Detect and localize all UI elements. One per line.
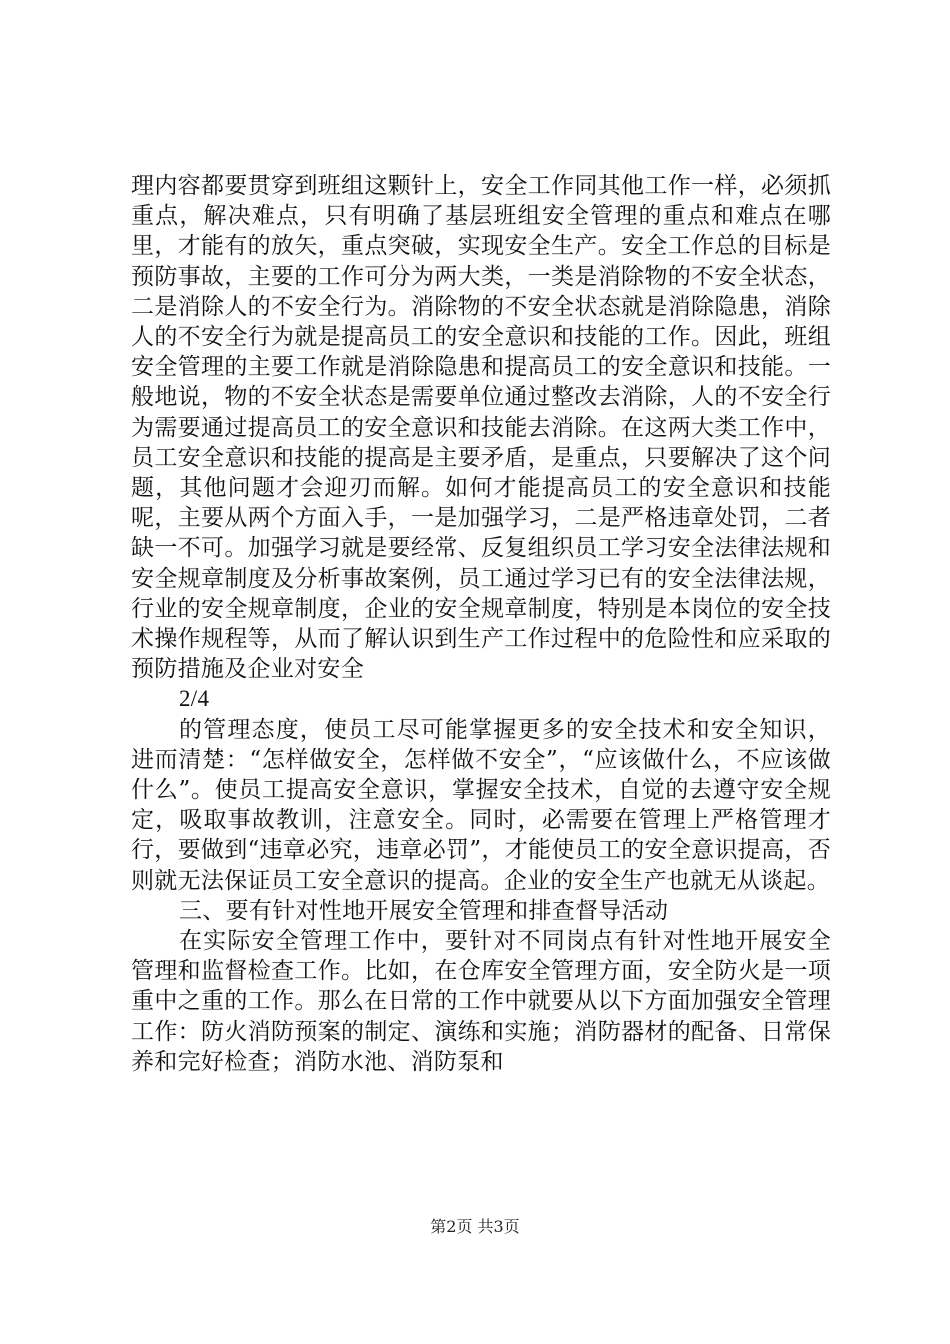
body-paragraph-2: 的管理态度，使员工尽可能掌握更多的安全技术和安全知识，进而清楚：“怎样做安全，怎样做不安全”，“应该做什么，不应该做什么”。使员工提高安全意识，掌握安全技术，自觉的去遵守安全规定，吸取事故教训，注意安全。同时，必需要在管理上严格管理才行，要做到“违章必究，违章必罚”，才能使员工的安全意识提高，否则就无法保证员工安全意识的提高。企业的安全生产也就无从谈起。	[131, 716, 831, 894]
body-paragraph-3: 在实际安全管理工作中，要针对不同岗点有针对性地开展安全管理和监督检查工作。比如，在仓库安全管理方面，安全防火是一项重中之重的工作。那么在日常的工作中就要从以下方面加强安全管理工作：防火消防预案的制定、演练和实施；消防器材的配备、日常保养和完好检查；消防水池、消防泵和	[131, 928, 831, 1075]
page-footer: 第2页 共3页	[430, 1217, 520, 1236]
body-paragraph-1: 理内容都要贯穿到班组这颗针上，安全工作同其他工作一样，必须抓重点，解决难点，只有明确了基层班组安全管理的重点和难点在哪里，才能有的放矢，重点突破，实现安全生产。安全工作总的目标是预防事故，主要的工作可分为两大类，一类是消除物的不安全状态，二是消除人的不安全行为。消除物的不安全状态就是消除隐患，消除人的不安全行为就是提高员工的安全意识和技能的工作。因此，班组安全管理的主要工作就是消除隐患和提高员工的安全意识和技能。一般地说，物的不安全状态是需要单位通过整改去消除，人的不安全行为需要通过提高员工的安全意识和技能去消除。在这两大类工作中，员工安全意识和技能的提高是主要矛盾，是重点，只要解决了这个问题，其他问题才会迎刃而解。如何才能提高员工的安全意识和技能呢，主要从两个方面入手，一是加强学习，二是严格违章处罚，二者缺一不可。加强学习就是要经常、反复组织员工学习安全法律法规和安全规章制度及分析事故案例，员工通过学习已有的安全法律法规，行业的安全规章制度，企业的安全规章制度，特别是本岗位的安全技术操作规程等，从而了解认识到生产工作过程中的危险性和应采取的预防措施及企业对安全	[131, 173, 831, 683]
page-marker: 2/4	[179, 686, 210, 712]
document-body	[131, 171, 831, 1077]
section-heading: 三、要有针对性地开展安全管理和排查督导活动	[179, 897, 669, 924]
